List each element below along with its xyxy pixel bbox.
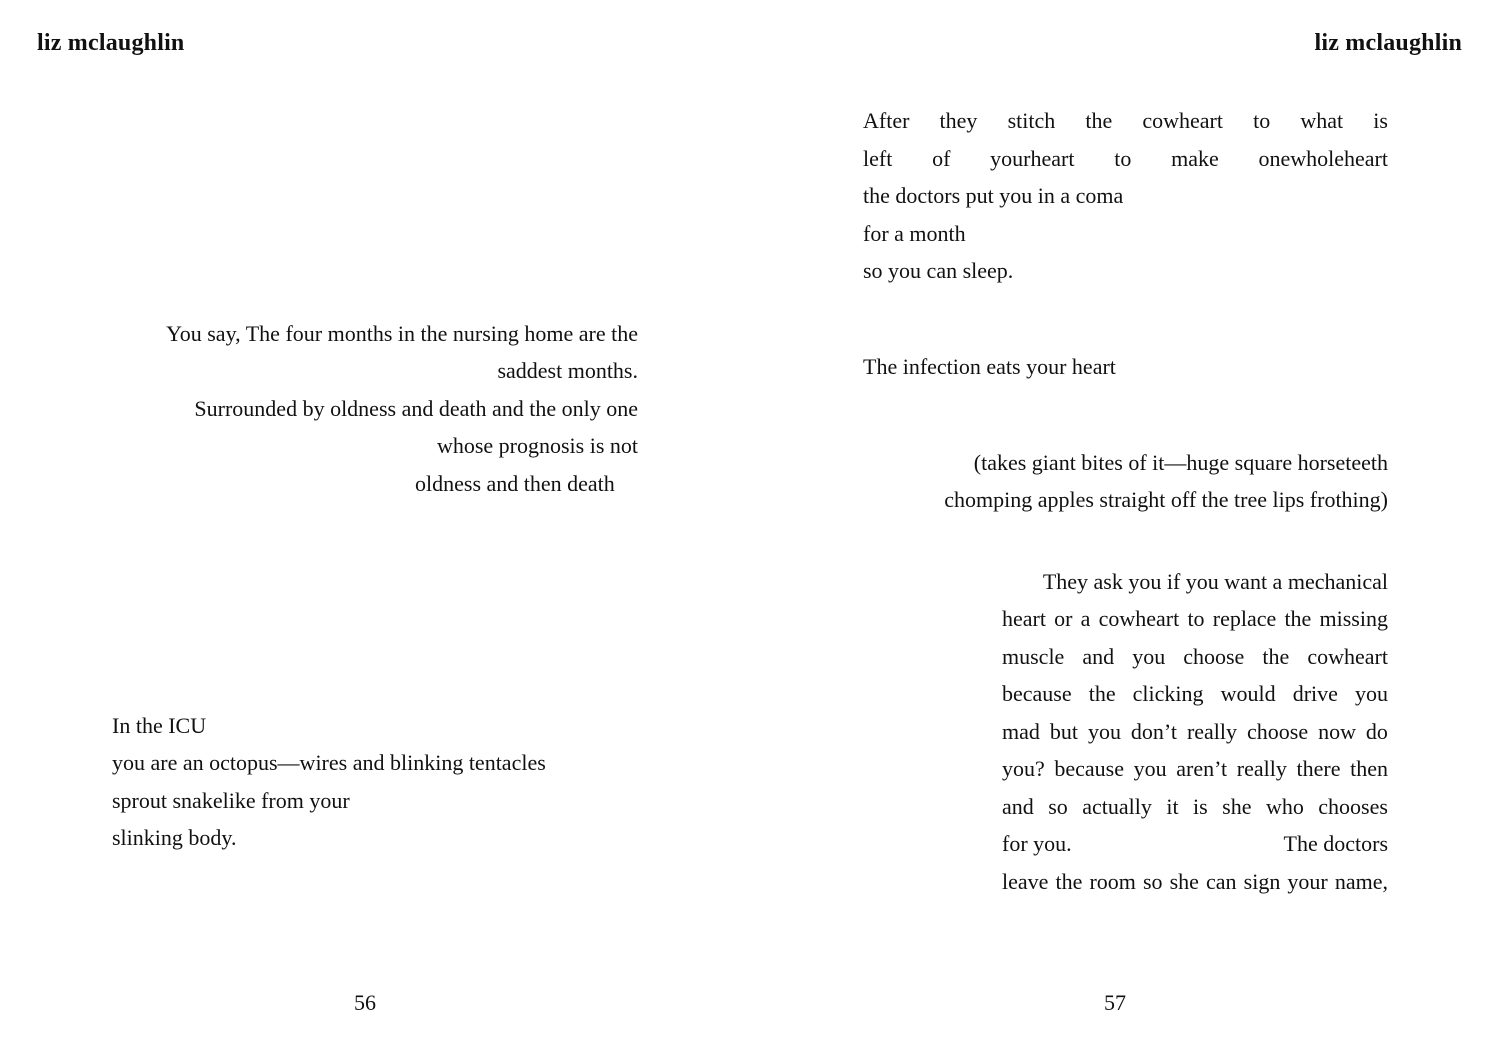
word: a	[1080, 606, 1091, 631]
poem-line: you are an octopus—wires and blinking tentacles	[112, 750, 546, 775]
word: to	[1114, 146, 1132, 171]
poem-line: saddest months.	[497, 358, 638, 383]
poem-line-justified	[1002, 719, 1388, 745]
poem-line: They ask you if you want a mechanical	[1042, 569, 1388, 594]
poem-line: for a month	[863, 221, 966, 246]
word: mad	[1002, 719, 1040, 744]
word: muscle	[1002, 644, 1065, 669]
word: don’t	[1130, 719, 1177, 744]
poem-line: whose prognosis is not	[436, 433, 638, 458]
word: The doctors	[1283, 831, 1388, 856]
poem-line-justified	[1002, 869, 1388, 895]
word: to	[1253, 108, 1271, 133]
word: the	[1262, 644, 1290, 669]
word: you	[1133, 756, 1167, 781]
word: what	[1300, 108, 1344, 133]
word: actually	[1082, 794, 1152, 819]
word: and	[1082, 644, 1115, 669]
word: to	[1187, 606, 1205, 631]
word: left	[863, 146, 893, 171]
word: cowheart	[1142, 108, 1223, 133]
word: she	[1169, 869, 1199, 894]
word: there	[1296, 756, 1341, 781]
word: but	[1049, 719, 1078, 744]
word: so	[1142, 869, 1163, 894]
word: cowheart	[1307, 644, 1388, 669]
word: so	[1048, 794, 1068, 819]
word: cowheart	[1098, 606, 1180, 631]
poem-line-justified	[1002, 831, 1388, 857]
poem-line: You say, The four months in the nursing home are the	[166, 321, 638, 346]
word: name,	[1334, 869, 1388, 894]
word: they	[939, 108, 978, 133]
word: is	[1193, 794, 1208, 819]
poem-line: so you can sleep.	[863, 258, 1014, 283]
poem-line-justified	[1002, 794, 1388, 820]
word: leave	[1002, 869, 1049, 894]
page-number-left: 56	[354, 990, 376, 1015]
word: choose	[1183, 644, 1245, 669]
word: can	[1206, 869, 1237, 894]
word: onewholeheart	[1258, 146, 1388, 171]
word: missing	[1319, 606, 1388, 631]
poem-line: sprout snakelike from your	[112, 788, 350, 813]
word: because	[1002, 681, 1072, 706]
word: the	[1055, 869, 1083, 894]
poem-line: Surrounded by oldness and death and the only one	[194, 396, 638, 421]
word: who	[1265, 794, 1304, 819]
word: sign	[1243, 869, 1281, 894]
word: do	[1365, 719, 1388, 744]
word: really	[1186, 719, 1238, 744]
word: you	[1087, 719, 1121, 744]
word: would	[1220, 681, 1276, 706]
poem-line-justified	[1002, 681, 1388, 707]
poem-line: the doctors put you in a coma	[863, 183, 1124, 208]
poem-line-justified	[1002, 606, 1388, 632]
running-head-left: liz mclaughlin	[37, 30, 185, 56]
poem-line-justified	[863, 146, 1388, 172]
word: the	[1088, 681, 1116, 706]
poem-line: oldness and then death	[415, 471, 615, 496]
word: of	[932, 146, 951, 171]
word: for you.	[1002, 831, 1072, 856]
right-page	[750, 0, 1500, 1050]
poem-line-justified	[1002, 644, 1388, 670]
word: stitch	[1007, 108, 1056, 133]
word: you	[1354, 681, 1388, 706]
word: chooses	[1318, 794, 1388, 819]
word: After	[863, 108, 910, 133]
poem-line-justified	[863, 108, 1388, 134]
word: drive	[1292, 681, 1338, 706]
word: heart	[1002, 606, 1046, 631]
word: choose	[1247, 719, 1309, 744]
word: then	[1350, 756, 1388, 781]
word: replace	[1212, 606, 1277, 631]
word: clicking	[1132, 681, 1204, 706]
word: because	[1054, 756, 1125, 781]
word: the	[1284, 606, 1312, 631]
page-number-right: 57	[1104, 990, 1126, 1015]
word: is	[1373, 108, 1388, 133]
word: make	[1171, 146, 1219, 171]
word: she	[1222, 794, 1252, 819]
word: or	[1054, 606, 1073, 631]
poem-line: (takes giant bites of it—huge square horseteeth	[973, 450, 1388, 475]
word: it	[1166, 794, 1179, 819]
word: your	[1287, 869, 1328, 894]
word: yourheart	[990, 146, 1075, 171]
word: the	[1085, 108, 1113, 133]
poem-line: The infection eats your heart	[863, 354, 1116, 379]
word: room	[1089, 869, 1136, 894]
poem-line-justified	[1002, 756, 1388, 782]
word: you	[1132, 644, 1166, 669]
word: and	[1002, 794, 1034, 819]
word: you?	[1002, 756, 1045, 781]
word: aren’t	[1176, 756, 1228, 781]
running-head-right: liz mclaughlin	[1314, 30, 1462, 56]
poem-line: In the ICU	[112, 713, 207, 738]
word: really	[1236, 756, 1287, 781]
word: now	[1318, 719, 1356, 744]
poem-line: chomping apples straight off the tree lips frothing)	[944, 487, 1388, 512]
poem-line: slinking body.	[112, 825, 237, 850]
